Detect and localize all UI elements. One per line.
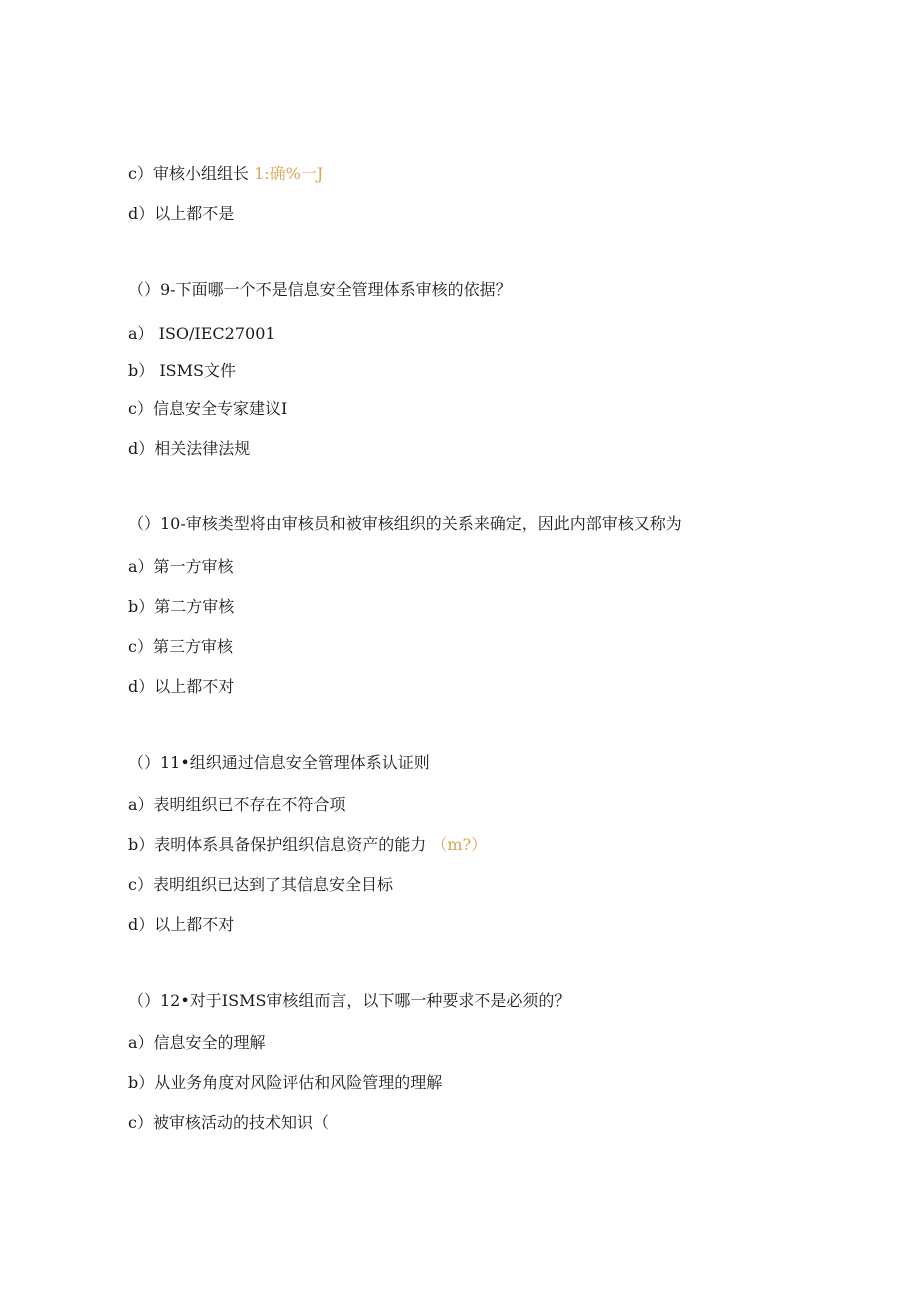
option-b-q10 bbox=[128, 597, 234, 617]
option-b-q12 bbox=[128, 1073, 442, 1093]
question-text: （）11•组织通过信息安全管理体系认证则 bbox=[128, 753, 430, 772]
option-a-q11 bbox=[128, 795, 346, 815]
option-a-q9 bbox=[128, 324, 276, 344]
option-c-q10 bbox=[128, 637, 233, 657]
handwritten-note: （m?） bbox=[431, 835, 488, 854]
option-text: c）审核小组组长 bbox=[128, 164, 249, 183]
option-a-q12 bbox=[128, 1033, 266, 1053]
option-b-q11 bbox=[128, 835, 487, 855]
question-text: （）10-审核类型将由审核员和被审核组织的关系来确定，因此内部审核又称为 bbox=[128, 514, 682, 533]
question-text: （）12•对于ISMS审核组而言，以下哪一种要求不是必须的？ bbox=[128, 991, 571, 1010]
option-text: a） ISO/IEC27001 bbox=[128, 324, 276, 343]
handwritten-note: 1:确%一J bbox=[254, 164, 324, 183]
option-text: d）以上都不是 bbox=[128, 204, 235, 223]
question-12 bbox=[128, 991, 570, 1011]
option-text: d）以上都不对 bbox=[128, 677, 235, 696]
option-text: c）被审核活动的技术知识（ bbox=[128, 1113, 329, 1132]
option-text: a）信息安全的理解 bbox=[128, 1033, 266, 1052]
option-d-q8 bbox=[128, 204, 234, 224]
option-c-q9 bbox=[128, 399, 287, 419]
option-b-q9 bbox=[128, 361, 236, 381]
option-text: c）第三方审核 bbox=[128, 637, 233, 656]
option-text: b）从业务角度对风险评估和风险管理的理解 bbox=[128, 1073, 443, 1092]
option-d-q10 bbox=[128, 677, 234, 697]
option-c-q12 bbox=[128, 1113, 329, 1133]
option-a-q10 bbox=[128, 557, 234, 577]
option-c-q11 bbox=[128, 875, 393, 895]
option-text: a）表明组织已不存在不符合项 bbox=[128, 795, 346, 814]
option-c-q8 bbox=[128, 164, 323, 184]
option-text: c）信息安全专家建议I bbox=[128, 399, 288, 418]
option-d-q9 bbox=[128, 439, 250, 459]
option-text: b） ISMS文件 bbox=[128, 361, 236, 380]
option-text: d）相关法律法规 bbox=[128, 439, 251, 458]
option-text: b）表明体系具备保护组织信息资产的能力 bbox=[128, 835, 427, 854]
option-d-q11 bbox=[128, 915, 234, 935]
question-10 bbox=[128, 514, 682, 534]
option-text: c）表明组织已达到了其信息安全目标 bbox=[128, 875, 393, 894]
question-11 bbox=[128, 753, 430, 773]
option-text: b）第二方审核 bbox=[128, 597, 235, 616]
option-text: d）以上都不对 bbox=[128, 915, 235, 934]
question-9 bbox=[128, 280, 512, 300]
option-text: a）第一方审核 bbox=[128, 557, 234, 576]
question-text: （）9-下面哪一个不是信息安全管理体系审核的依据？ bbox=[128, 280, 512, 299]
